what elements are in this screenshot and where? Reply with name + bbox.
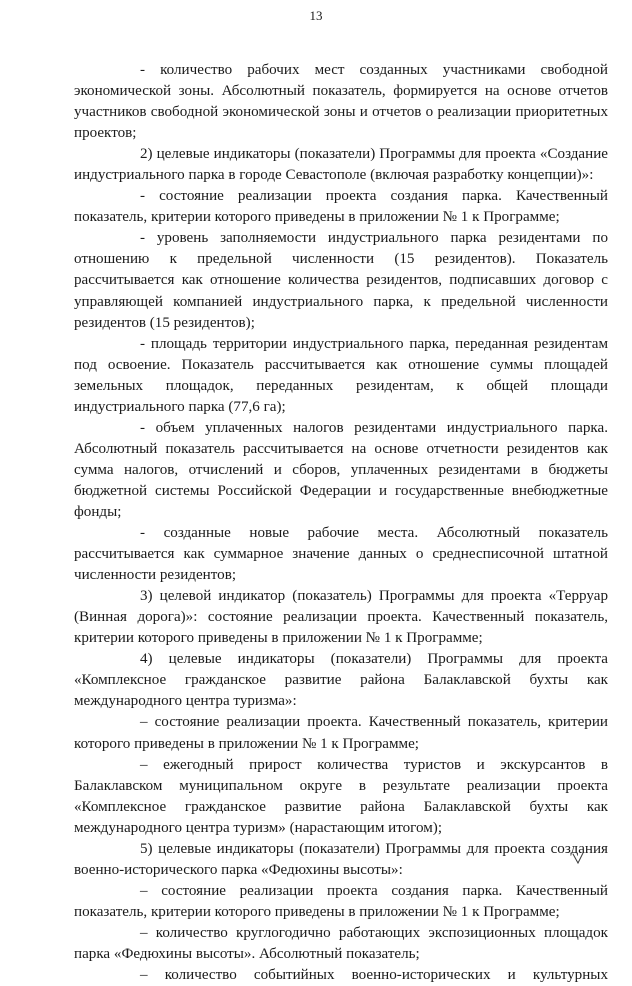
page-number: 13 bbox=[309, 8, 323, 23]
paragraph-indicator-jobs-sez: - количество рабочих мест созданных участниками свободной экономической зоны. Абсолютный показатель, формируется на основе отчетов участников свободной экономической зоны и отчетов о реализации приоритетных проектов; bbox=[74, 62, 608, 142]
paragraph-balaklava-tourist-growth: – ежегодный прирост количества туристов и экскурсантов в Балаклавском муниципальном округе в результате реализации проекта «Комплексное гражданское развитие района Балаклавской бухты как международного центра туризм» (нарастающим итогом); bbox=[74, 756, 608, 836]
paragraph-park-implementation-status: - состояние реализации проекта создания парка. Качественный показатель, критерии которого приведены в приложении № 1 к Программе; bbox=[74, 188, 608, 226]
paragraph-balaklava-status: – состояние реализации проекта. Качественный показатель, критерии которого приведены в приложении № 1 к Программе; bbox=[74, 714, 608, 752]
paragraph-terroir-wine-road: 3) целевой индикатор (показатель) Программы для проекта «Терруар (Винная дорога)»: состояние реализации проекта. Качественный показатель, критерии которого приведены в приложении № 1 к Программе; bbox=[74, 588, 608, 647]
paragraph-park-taxes-paid: - объем уплаченных налогов резидентами индустриального парка. Абсолютный показатель рассчитывается на основе отчетности резидентов как сумма налогов, отчислений и сборов, уплаченных резидентами в бюджеты бюджетной системы Российской Федерации и государственные внебюджетные фонды; bbox=[74, 419, 608, 520]
paragraph-balaklava-heading: 4) целевые индикаторы (показатели) Программы для проекта «Комплексное гражданское развитие района Балаклавской бухты как международного центра туризма»: bbox=[74, 651, 608, 710]
paragraph-fedyukhin-status: – состояние реализации проекта создания парка. Качественный показатель, критерии которого приведены в приложении № 1 к Программе; bbox=[74, 882, 608, 920]
paragraph-industrial-park-heading: 2) целевые индикаторы (показатели) Программы для проекта «Создание индустриального парка в городе Севастополе (включая разработку концепции)»: bbox=[74, 146, 608, 184]
paragraph-park-new-jobs: - созданные новые рабочие места. Абсолютный показатель рассчитывается как суммарное значение данных о среднесписочной штатной численности резидентов; bbox=[74, 525, 608, 584]
paragraph-park-territory-area: - площадь территории индустриального парка, переданная резидентам под освоение. Показатель рассчитывается как отношение суммы площадей земельных площадок, переданных резидентам, к общей площади индустриального парка (77,6 га); bbox=[74, 335, 608, 415]
paragraph-fedyukhin-heading: 5) целевые индикаторы (показатели) Программы для проекта создания военно-исторического парка «Федюхины высоты»: bbox=[74, 840, 608, 878]
pen-tick-mark-icon bbox=[572, 852, 584, 866]
paragraph-fedyukhin-exposition-sites: – количество круглогодично работающих экспозиционных площадок парка «Федюхины высоты». Абсолютный показатель; bbox=[74, 924, 608, 962]
document-body bbox=[74, 60, 608, 986]
paragraph-fedyukhin-events: – количество событийных военно-исторических и культурных bbox=[140, 967, 608, 984]
paragraph-park-occupancy-level: - уровень заполняемости индустриального парка резидентами по отношению к предельной численности (15 резидентов). Показатель рассчитывается как отношение количества резидентов, подписавших договор с управляющей компанией индустриального парка, к предельной численности резидентов (15 резидентов); bbox=[74, 230, 608, 331]
